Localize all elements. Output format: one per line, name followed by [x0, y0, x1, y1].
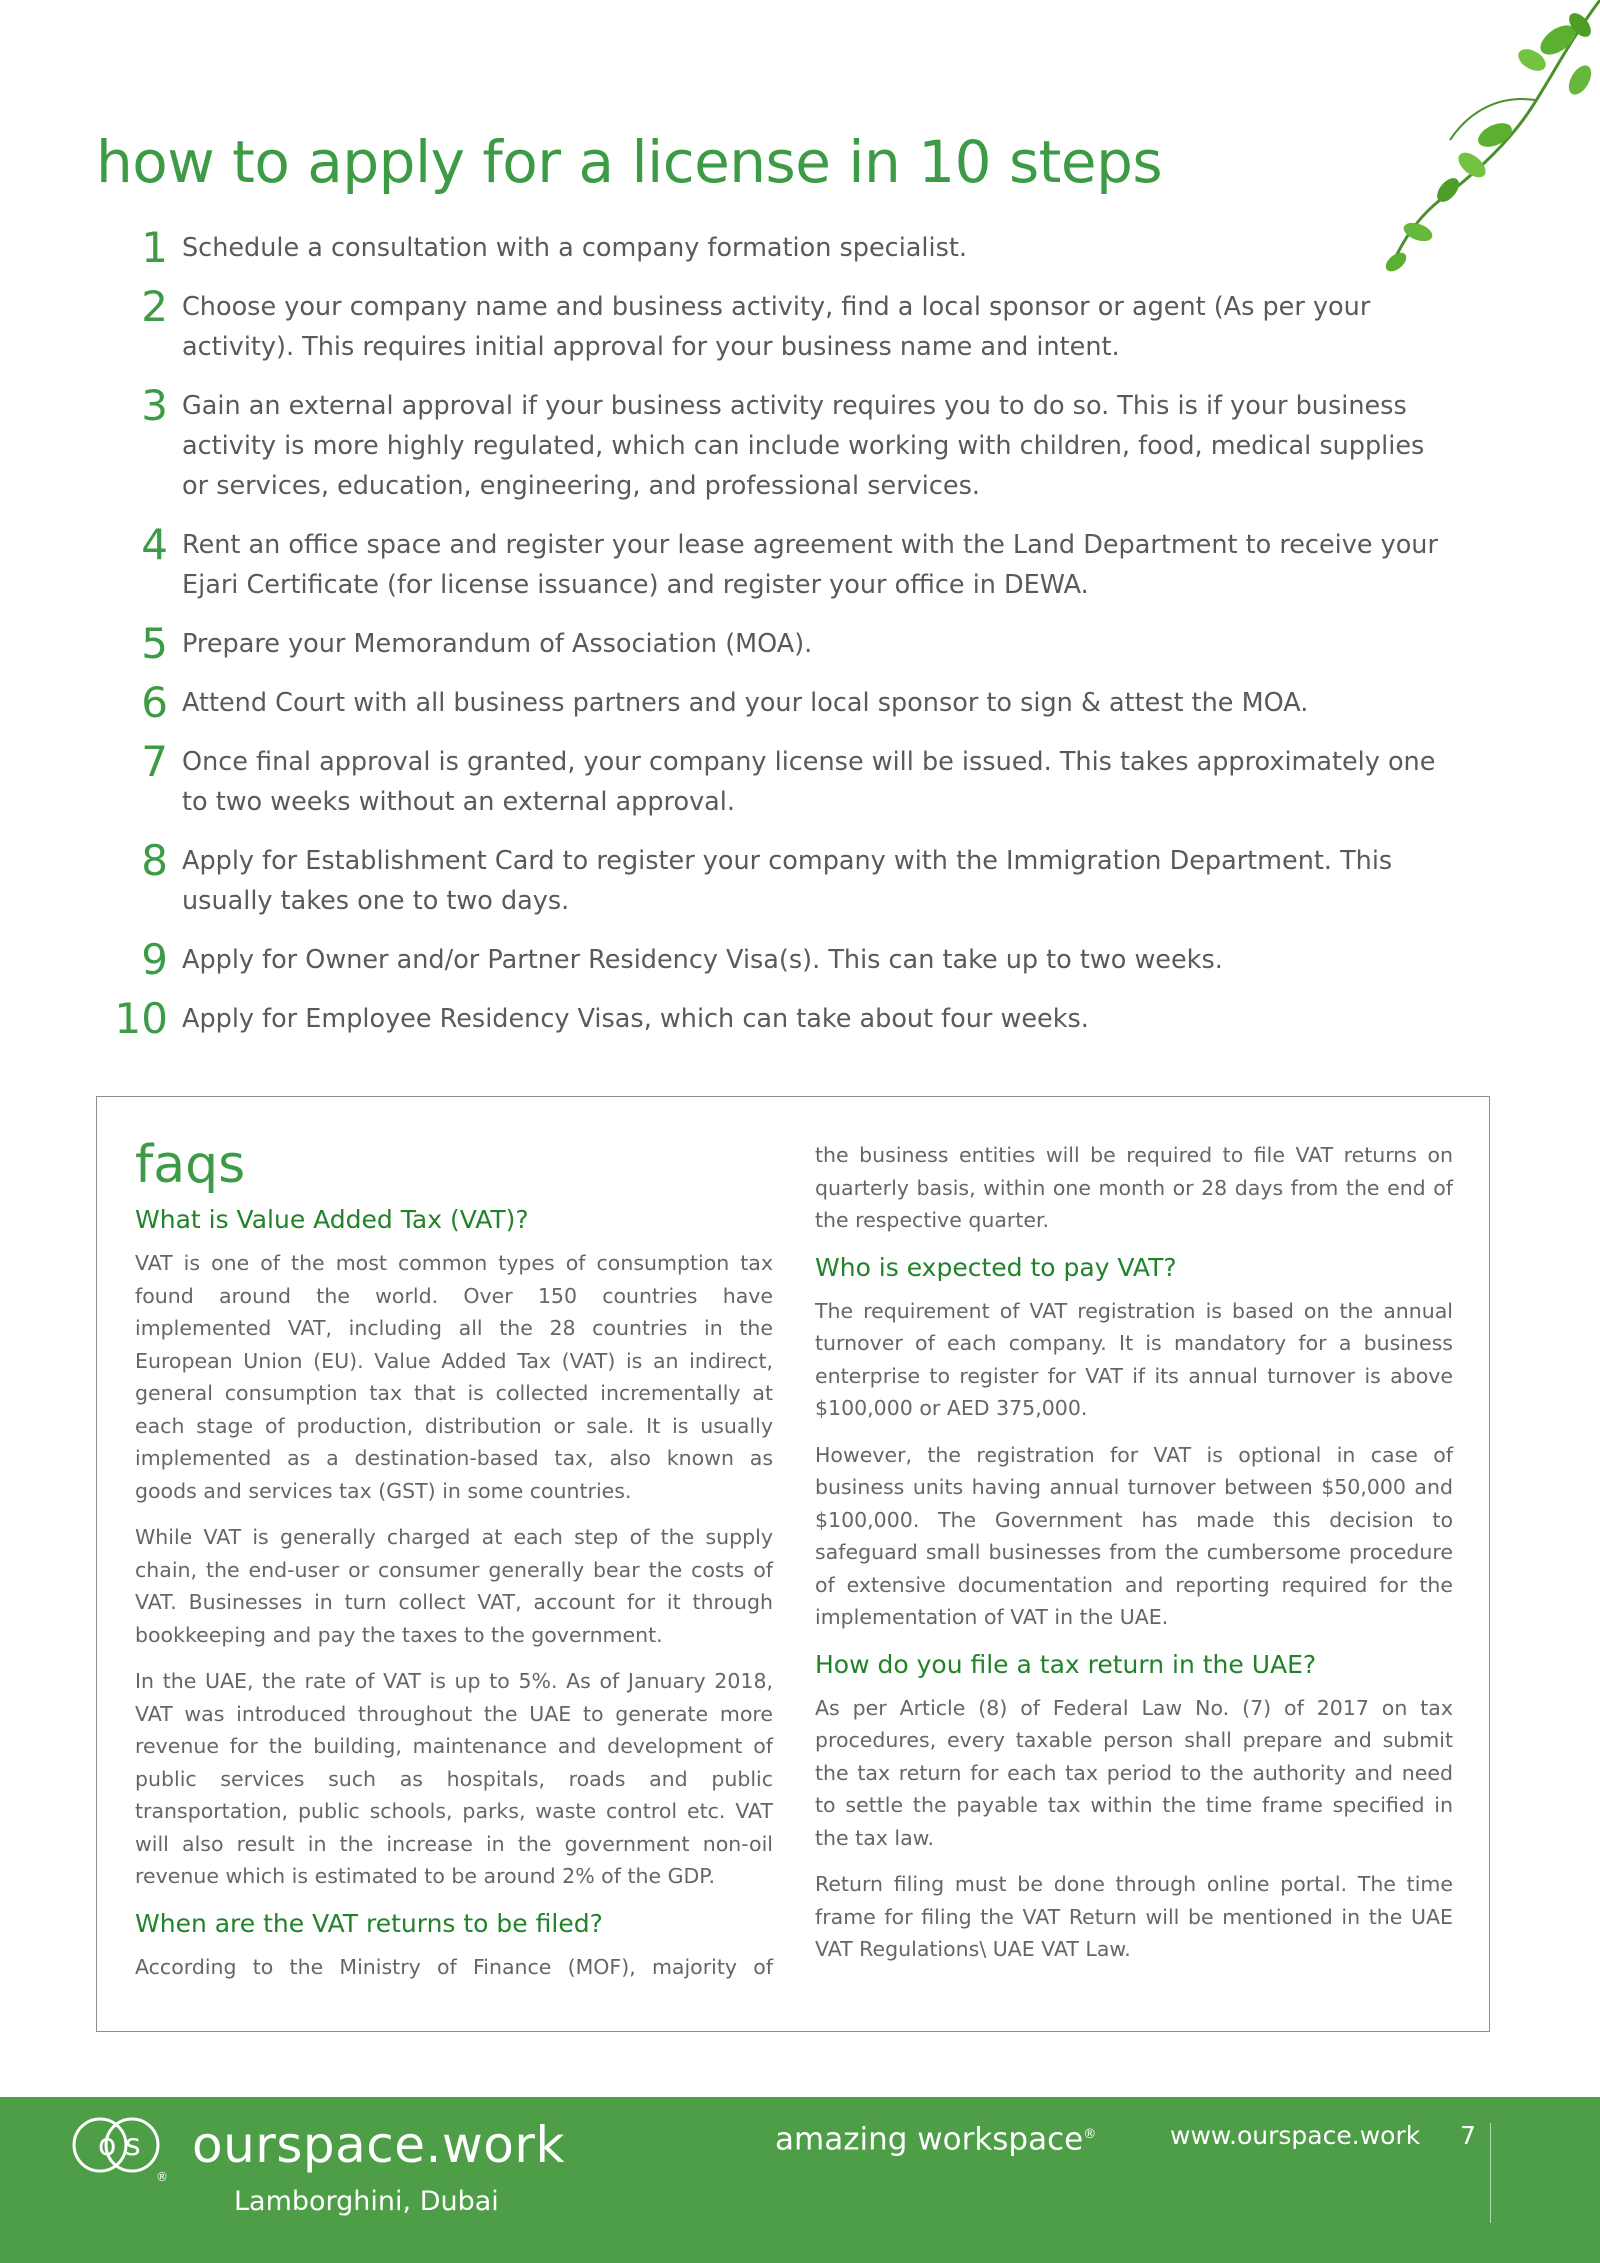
faq-right-column [815, 1139, 1453, 1980]
faq-answer-paragraph: According to the Ministry of Finance (MOF), majority of [135, 1954, 773, 1979]
step-text: Apply for Establishment Card to register your company with the Immigration Department. This usually takes one to two days. [182, 846, 1393, 916]
step-text: Apply for Owner and/or Partner Residency Visa(s). This can take up to two weeks. [182, 945, 1223, 975]
step-number: 10 [114, 994, 168, 1043]
faq-left-column [135, 1137, 773, 1997]
step-text: Choose your company name and business activity, find a local sponsor or agent (As per your activity). This requires initial approval for your business name and intent. [182, 292, 1371, 362]
faq-box [96, 1096, 1490, 2032]
faq-answer-paragraph: VAT is one of the most common types of consumption tax found around the world. Over 150 countries have implemented VAT, including all the 28 countries in the European Union (EU). Value Added Tax (VAT) is an indirect, general consumption tax that is collected incrementally at each stage of production, distribution or sale. It is usually implemented as a destination-based tax, also known as goods and services tax (GST) in some countries. [135, 1251, 773, 1503]
step-item [96, 381, 1456, 506]
step-number: 9 [141, 935, 168, 984]
step-text: Gain an external approval if your business activity requires you to do so. This is if your business activity is more highly regulated, which can include working with children, food, medical supplies or services, education, engineering, and professional services. [182, 391, 1425, 501]
step-number: 6 [141, 678, 168, 727]
step-item [96, 520, 1456, 605]
page-title: how to apply for a license in 10 steps [96, 128, 1163, 196]
faq-answer-paragraph: In the UAE, the rate of VAT is up to 5%. As of January 2018, VAT was introduced throughout the UAE to generate more revenue for the building, maintenance and development of public services such as hospitals, roads and public transportation, public schools, parks, waste control etc. VAT will also result in the increase in the government non-oil revenue which is estimated to be around 2% of the GDP. [135, 1669, 773, 1888]
svg-text:s: s [125, 2128, 141, 2163]
faq-title: faqs [135, 1135, 246, 1195]
step-number: 2 [141, 282, 168, 331]
footer-divider [1490, 2123, 1491, 2223]
steps-list [96, 223, 1456, 1058]
tagline-text: amazing workspace [775, 2121, 1084, 2158]
step-number: 8 [141, 836, 168, 885]
faq-answer-paragraph: While VAT is generally charged at each step of the supply chain, the end-user or consumer generally bear the costs of VAT. Businesses in turn collect VAT, account for it through bookkeeping and pay the taxes to the government. [135, 1525, 773, 1647]
website-link[interactable]: www.ourspace.work [1170, 2121, 1421, 2150]
svg-text:o: o [98, 2128, 117, 2163]
step-item [96, 223, 1456, 272]
brand-name: ourspace.work [192, 2116, 565, 2174]
step-text: Rent an office space and register your lease agreement with the Land Department to receive your Ejari Certificate (for license issuance) and register your office in DEWA. [182, 530, 1438, 600]
step-text: Once final approval is granted, your company license will be issued. This takes approximately one to two weeks without an external approval. [182, 747, 1436, 817]
faq-question-who-pays: Who is expected to pay VAT? [815, 1252, 1177, 1282]
faq-question-returns: When are the VAT returns to be filed? [135, 1908, 603, 1938]
faq-answer-paragraph: the business entities will be required to file VAT returns on quarterly basis, within one month or 28 days from the end of the respective quarter. [815, 1143, 1453, 1232]
step-number: 3 [141, 381, 168, 430]
faq-question-tax-return: How do you file a tax return in the UAE? [815, 1649, 1317, 1679]
step-item [96, 935, 1456, 984]
faq-answer-paragraph: However, the registration for VAT is optional in case of business units having annual turnover between $50,000 and $100,000. The Government has made this decision to safeguard small businesses from the cumbersome procedure of extensive documentation and reporting required for the implementation of VAT in the UAE. [815, 1442, 1453, 1629]
page-number: 7 [1460, 2121, 1476, 2150]
step-number: 4 [141, 520, 168, 569]
step-item [96, 282, 1456, 367]
step-item [96, 737, 1456, 822]
step-text: Attend Court with all business partners and your local sponsor to sign & attest the MOA. [182, 688, 1309, 718]
footer [0, 2097, 1600, 2263]
os-logo-icon [70, 2109, 182, 2189]
faq-question-vat: What is Value Added Tax (VAT)? [135, 1205, 529, 1234]
step-number: 1 [141, 223, 168, 272]
step-text: Apply for Employee Residency Visas, which can take about four weeks. [182, 1004, 1089, 1034]
brand-location: Lamborghini, Dubai [234, 2186, 499, 2217]
step-item [96, 994, 1456, 1043]
step-text: Schedule a consultation with a company formation specialist. [182, 233, 967, 263]
faq-answer-paragraph: As per Article (8) of Federal Law No. (7) of 2017 on tax procedures, every taxable person shall prepare and submit the tax return for each tax period to the authority and need to settle the payable tax within the time frame specified in the tax law. [815, 1695, 1453, 1850]
step-item [96, 619, 1456, 668]
faq-answer-paragraph: Return filing must be done through online portal. The time frame for filing the VAT Return will be mentioned in the UAE VAT Regulations\ UAE VAT Law. [815, 1872, 1453, 1961]
logo-registered-mark: ® [156, 2170, 168, 2184]
faq-answer-paragraph: The requirement of VAT registration is based on the annual turnover of each company. It is mandatory for a business enterprise to register for VAT if its annual turnover is above $100,000 or AED 375,000. [815, 1298, 1453, 1420]
step-item [96, 836, 1456, 921]
tagline [775, 2115, 1096, 2159]
step-item [96, 678, 1456, 727]
step-number: 5 [141, 619, 168, 668]
step-text: Prepare your Memorandum of Association (MOA). [182, 629, 813, 659]
tagline-registered-mark: ® [1083, 2127, 1097, 2142]
step-number: 7 [141, 737, 168, 786]
